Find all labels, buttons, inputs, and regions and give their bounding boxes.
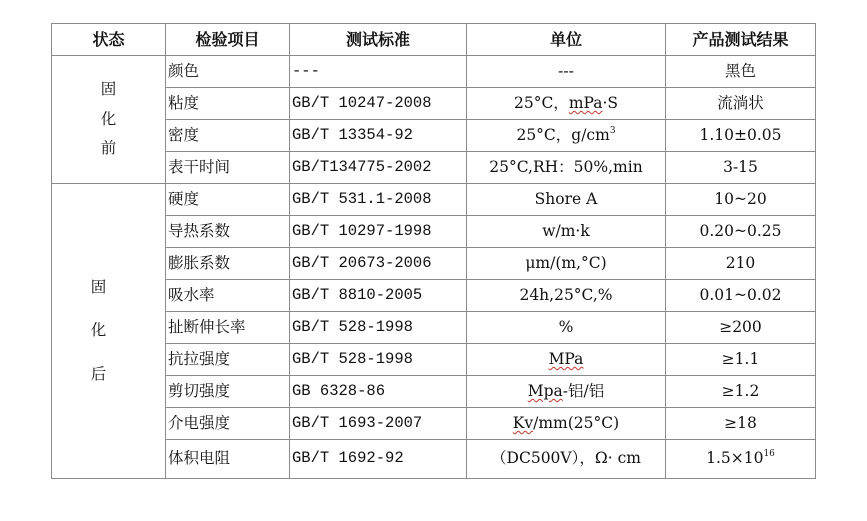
state-cell-before-curing — [52, 56, 166, 184]
item-cell: 膨胀系数 — [166, 248, 290, 280]
state-char: 前 — [100, 139, 117, 158]
standard-cell: GB 6328-86 — [290, 376, 467, 408]
unit-cell: w/m·k — [467, 216, 666, 248]
unit-cell: 25°C,RH：50%,min — [467, 152, 666, 184]
item-cell: 硬度 — [166, 184, 290, 216]
result-cell: 1.10±0.05 — [666, 120, 816, 152]
spec-table — [51, 23, 816, 479]
table-row — [52, 56, 816, 88]
state-char: 化 — [90, 321, 107, 340]
standard-cell: GB/T 531.1-2008 — [290, 184, 467, 216]
result-cell: ≥1.2 — [666, 376, 816, 408]
state-char: 化 — [100, 109, 117, 128]
item-cell: 体积电阻 — [166, 440, 290, 479]
table-row — [52, 376, 816, 408]
table-row — [52, 184, 816, 216]
result-cell: 0.20~0.25 — [666, 216, 816, 248]
unit-cell: Kv/mm(25°C) — [467, 408, 666, 440]
result-cell: 3-15 — [666, 152, 816, 184]
item-cell: 剪切强度 — [166, 376, 290, 408]
standard-cell: --- — [290, 56, 467, 88]
item-cell: 介电强度 — [166, 408, 290, 440]
result-cell: 流淌状 — [666, 88, 816, 120]
state-label — [52, 277, 145, 383]
unit-cell: 25°C，$g/cm^3$ — [467, 120, 666, 152]
item-cell: 吸水率 — [166, 280, 290, 312]
unit-cell — [467, 344, 666, 376]
header-standard: 测试标准 — [290, 24, 467, 56]
table-row — [52, 344, 816, 376]
standard-cell: GB/T 1692-92 — [290, 440, 467, 479]
header-item: 检验项目 — [166, 24, 290, 56]
result-superscript: 16 — [763, 449, 775, 460]
spec-sheet — [51, 23, 815, 497]
header-row — [52, 24, 816, 56]
standard-cell: GB/T 528-1998 — [290, 344, 467, 376]
unit-cell: μm/(m,°C) — [467, 248, 666, 280]
standard-cell: GB/T134775-2002 — [290, 152, 467, 184]
table-row — [52, 280, 816, 312]
item-cell: 粘度 — [166, 88, 290, 120]
result-cell: $1.5\times 10^{16}$ — [666, 440, 816, 479]
table-body — [52, 56, 816, 479]
unit-superscript: 3 — [609, 125, 616, 136]
unit-flagged-text: MPa — [548, 349, 584, 368]
table-row — [52, 248, 816, 280]
table-row — [52, 408, 816, 440]
item-cell: 表干时间 — [166, 152, 290, 184]
unit-flagged-text: Mpa — [527, 381, 563, 400]
item-cell: 扯断伸长率 — [166, 312, 290, 344]
unit-flagged-text: mPa — [568, 93, 603, 112]
state-char: 固 — [100, 80, 117, 99]
table-row — [52, 440, 816, 479]
state-label — [52, 82, 165, 157]
standard-cell: GB/T 8810-2005 — [290, 280, 467, 312]
header-state: 状态 — [52, 24, 166, 56]
standard-cell: GB/T 10247-2008 — [290, 88, 467, 120]
result-cell: 黑色 — [666, 56, 816, 88]
unit-cell: Mpa-铝/铝 — [467, 376, 666, 408]
table-row — [52, 88, 816, 120]
state-char: 后 — [90, 364, 107, 383]
item-cell: 导热系数 — [166, 216, 290, 248]
item-cell: 抗拉强度 — [166, 344, 290, 376]
unit-flagged-text: Kv — [512, 413, 534, 432]
result-cell: ≥1.1 — [666, 344, 816, 376]
result-cell: 0.01~0.02 — [666, 280, 816, 312]
item-cell: 颜色 — [166, 56, 290, 88]
unit-cell: % — [467, 312, 666, 344]
standard-cell: GB/T 10297-1998 — [290, 216, 467, 248]
standard-cell: GB/T 20673-2006 — [290, 248, 467, 280]
unit-cell: --- — [467, 56, 666, 88]
result-cell: 10~20 — [666, 184, 816, 216]
table-row — [52, 120, 816, 152]
table-row — [52, 216, 816, 248]
header-result: 产品测试结果 — [666, 24, 816, 56]
table-row — [52, 312, 816, 344]
unit-cell: Shore A — [467, 184, 666, 216]
item-cell: 密度 — [166, 120, 290, 152]
unit-cell: （DC500V），Ω· cm — [467, 440, 666, 479]
standard-cell: GB/T 13354-92 — [290, 120, 467, 152]
unit-cell: 25°C，mPa·S — [467, 88, 666, 120]
result-cell: 210 — [666, 248, 816, 280]
result-cell: ≥200 — [666, 312, 816, 344]
state-char: 固 — [90, 277, 107, 296]
unit-cell: 24h,25°C,% — [467, 280, 666, 312]
result-cell: ≥18 — [666, 408, 816, 440]
standard-cell: GB/T 1693-2007 — [290, 408, 467, 440]
standard-cell: GB/T 528-1998 — [290, 312, 467, 344]
state-cell-after-curing — [52, 184, 166, 479]
table-row — [52, 152, 816, 184]
header-unit: 单位 — [467, 24, 666, 56]
